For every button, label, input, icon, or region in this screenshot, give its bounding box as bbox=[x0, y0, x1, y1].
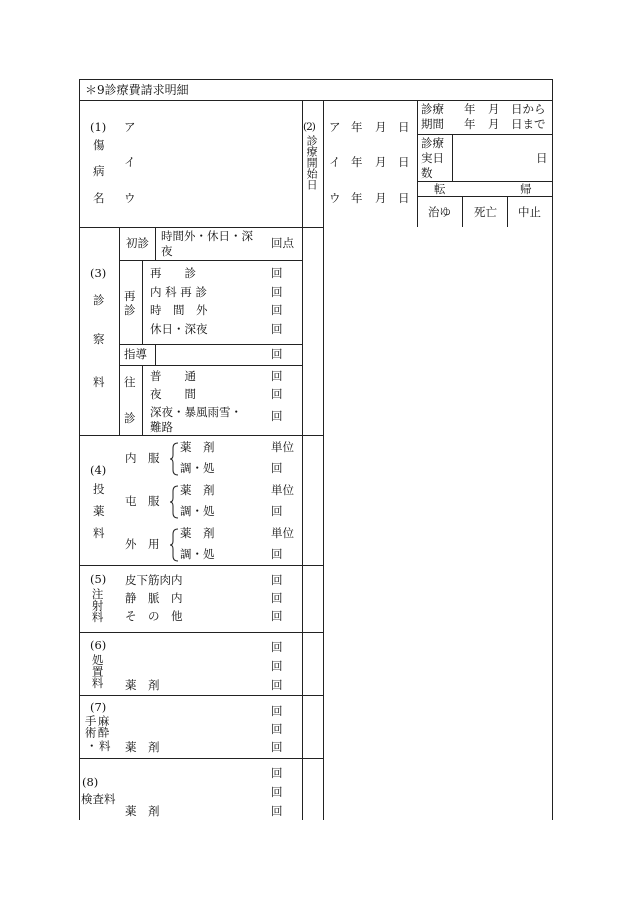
section4-number: (4) bbox=[90, 463, 107, 477]
initial-visit-desc: 時間外・休日・深 bbox=[161, 229, 253, 243]
exam-unit[interactable]: 回 bbox=[271, 766, 283, 780]
procedure-unit[interactable]: 回 bbox=[271, 659, 283, 673]
home-visit-item: 難路 bbox=[150, 420, 173, 434]
section3-label-char: 診 bbox=[93, 293, 105, 307]
injection-item-unit[interactable]: 回 bbox=[271, 573, 283, 587]
injection-item: 皮下筋肉内 bbox=[125, 573, 183, 587]
section1-label-char: 傷 bbox=[93, 138, 105, 152]
disease-name-u[interactable]: ウ bbox=[124, 191, 136, 205]
home-visit-item: 夜 間 bbox=[150, 387, 196, 401]
section6-label: 処置料 bbox=[90, 654, 105, 689]
actual-days-unit[interactable]: 日 bbox=[536, 151, 548, 165]
start-date-u-kana: ウ bbox=[329, 191, 341, 205]
start-date-i-kana: イ bbox=[329, 155, 341, 169]
period-from-month[interactable]: 月 bbox=[488, 102, 500, 116]
revisit-label: 診 bbox=[124, 303, 136, 317]
start-date-u-year[interactable]: 年 bbox=[351, 191, 363, 205]
start-date-u-day[interactable]: 日 bbox=[398, 191, 410, 205]
surgery-unit[interactable]: 回 bbox=[271, 722, 283, 736]
initial-visit-desc: 夜 bbox=[161, 244, 173, 258]
actual-days-label: 数 bbox=[421, 166, 433, 180]
period-to-day[interactable]: 日まで bbox=[511, 117, 546, 131]
start-date-a-month[interactable]: 月 bbox=[375, 120, 387, 134]
actual-days-label: 実日 bbox=[421, 151, 444, 165]
procedure-unit[interactable]: 回 bbox=[271, 640, 283, 654]
section6-number: (6) bbox=[90, 638, 107, 652]
initial-visit-unit[interactable]: 回点 bbox=[271, 236, 294, 250]
topical-drug-unit[interactable]: 単位 bbox=[271, 526, 294, 540]
outcome-stopped[interactable]: 中止 bbox=[518, 205, 541, 219]
oral-drug-unit[interactable]: 単位 bbox=[271, 440, 294, 454]
period-to-month[interactable]: 月 bbox=[488, 117, 500, 131]
surgery-drug: 薬 剤 bbox=[125, 740, 160, 754]
revisit-item-unit[interactable]: 回 bbox=[271, 285, 283, 299]
start-date-a-kana: ア bbox=[329, 120, 341, 134]
home-visit-label: 診 bbox=[124, 411, 136, 425]
section4-label-char: 料 bbox=[93, 526, 105, 540]
section4-label-char: 薬 bbox=[93, 504, 105, 518]
guidance-label: 指導 bbox=[124, 347, 147, 361]
period-from-day[interactable]: 日から bbox=[511, 102, 546, 116]
revisit-item: 再 診 bbox=[150, 266, 196, 280]
home-visit-item-unit[interactable]: 回 bbox=[271, 409, 283, 423]
injection-item: そ の 他 bbox=[125, 609, 183, 623]
start-date-i-day[interactable]: 日 bbox=[398, 155, 410, 169]
procedure-drug: 薬 剤 bbox=[125, 678, 160, 692]
revisit-item: 休日・深夜 bbox=[150, 322, 208, 336]
period-label: 期間 bbox=[421, 117, 444, 131]
initial-visit-label: 初診 bbox=[126, 236, 149, 250]
oral-drug: 薬 剤 bbox=[180, 440, 215, 454]
period-to-year[interactable]: 年 bbox=[464, 117, 476, 131]
section4-label-char: 投 bbox=[93, 482, 105, 496]
revisit-item: 時 間 外 bbox=[150, 303, 208, 317]
revisit-label: 再 bbox=[124, 289, 136, 303]
oral-dispense-unit[interactable]: 回 bbox=[271, 461, 283, 475]
section3-label-char: 料 bbox=[93, 375, 105, 389]
section7-label-anesthesia: 手術 bbox=[83, 715, 98, 738]
oral-label: 内 服 bbox=[125, 451, 160, 465]
actual-days-label: 診療 bbox=[421, 136, 444, 150]
start-date-a-year[interactable]: 年 bbox=[351, 120, 363, 134]
exam-drug: 薬 剤 bbox=[125, 804, 160, 818]
prn-dispense: 調・処 bbox=[180, 504, 215, 518]
procedure-unit[interactable]: 回 bbox=[271, 678, 283, 692]
section7-label-fee: 料 bbox=[99, 739, 111, 753]
surgery-unit[interactable]: 回 bbox=[271, 740, 283, 754]
section2-number: (2) bbox=[303, 121, 315, 133]
section8-number: (8) bbox=[82, 775, 99, 789]
revisit-item-unit[interactable]: 回 bbox=[271, 266, 283, 280]
home-visit-item-unit[interactable]: 回 bbox=[271, 369, 283, 383]
start-date-i-month[interactable]: 月 bbox=[375, 155, 387, 169]
period-from-year[interactable]: 年 bbox=[464, 102, 476, 116]
section1-label-char: 病 bbox=[93, 164, 105, 178]
section8-label: 検査料 bbox=[81, 792, 116, 806]
guidance-unit[interactable]: 回 bbox=[271, 347, 283, 361]
home-visit-item-unit[interactable]: 回 bbox=[271, 387, 283, 401]
prn-drug-unit[interactable]: 単位 bbox=[271, 483, 294, 497]
injection-item-unit[interactable]: 回 bbox=[271, 591, 283, 605]
section7-label-dot: ・ bbox=[86, 739, 98, 753]
section2-label: 診療開始日 bbox=[305, 135, 319, 190]
section7-label-surgery: 麻酔 bbox=[96, 715, 111, 738]
start-date-u-month[interactable]: 月 bbox=[375, 191, 387, 205]
home-visit-label: 往 bbox=[124, 375, 136, 389]
form-title: ＊9診療費請求明細 bbox=[85, 83, 189, 97]
injection-item-unit[interactable]: 回 bbox=[271, 609, 283, 623]
home-visit-item: 深夜・暴風雨雪・ bbox=[150, 405, 242, 419]
brace-icon-topical bbox=[169, 528, 179, 562]
prn-drug: 薬 剤 bbox=[180, 483, 215, 497]
start-date-a-day[interactable]: 日 bbox=[398, 120, 410, 134]
section1-label-char: 名 bbox=[93, 191, 105, 205]
outcome-ki: 帰 bbox=[520, 182, 532, 196]
exam-unit[interactable]: 回 bbox=[271, 785, 283, 799]
surgery-unit[interactable]: 回 bbox=[271, 704, 283, 718]
topical-dispense: 調・処 bbox=[180, 547, 215, 561]
revisit-item: 内 科 再 診 bbox=[150, 285, 207, 299]
section3-label-char: 察 bbox=[93, 332, 105, 346]
period-label: 診療 bbox=[421, 102, 444, 116]
prn-label: 屯 服 bbox=[125, 494, 160, 508]
disease-name-a[interactable]: ア bbox=[124, 120, 136, 134]
outcome-death[interactable]: 死亡 bbox=[474, 205, 497, 219]
outcome-cured[interactable]: 治ゆ bbox=[428, 205, 451, 219]
section7-number: (7) bbox=[90, 700, 107, 714]
exam-unit[interactable]: 回 bbox=[271, 804, 283, 818]
section1-number: (1) bbox=[90, 120, 107, 134]
start-date-i-year[interactable]: 年 bbox=[351, 155, 363, 169]
topical-drug: 薬 剤 bbox=[180, 526, 215, 540]
brace-icon-oral bbox=[169, 442, 179, 476]
topical-dispense-unit[interactable]: 回 bbox=[271, 547, 283, 561]
section5-number: (5) bbox=[90, 572, 107, 586]
home-visit-item: 普 通 bbox=[150, 369, 196, 383]
revisit-item-unit[interactable]: 回 bbox=[271, 303, 283, 317]
section3-number: (3) bbox=[90, 266, 107, 280]
oral-dispense: 調・処 bbox=[180, 461, 215, 475]
topical-label: 外 用 bbox=[125, 537, 160, 551]
revisit-item-unit[interactable]: 回 bbox=[271, 322, 283, 336]
prn-dispense-unit[interactable]: 回 bbox=[271, 504, 283, 518]
outcome-ten: 転 bbox=[434, 182, 446, 196]
brace-icon-prn bbox=[169, 485, 179, 519]
injection-item: 静 脈 内 bbox=[125, 591, 183, 605]
disease-name-i[interactable]: イ bbox=[124, 155, 136, 169]
section5-label: 注射料 bbox=[90, 588, 105, 623]
